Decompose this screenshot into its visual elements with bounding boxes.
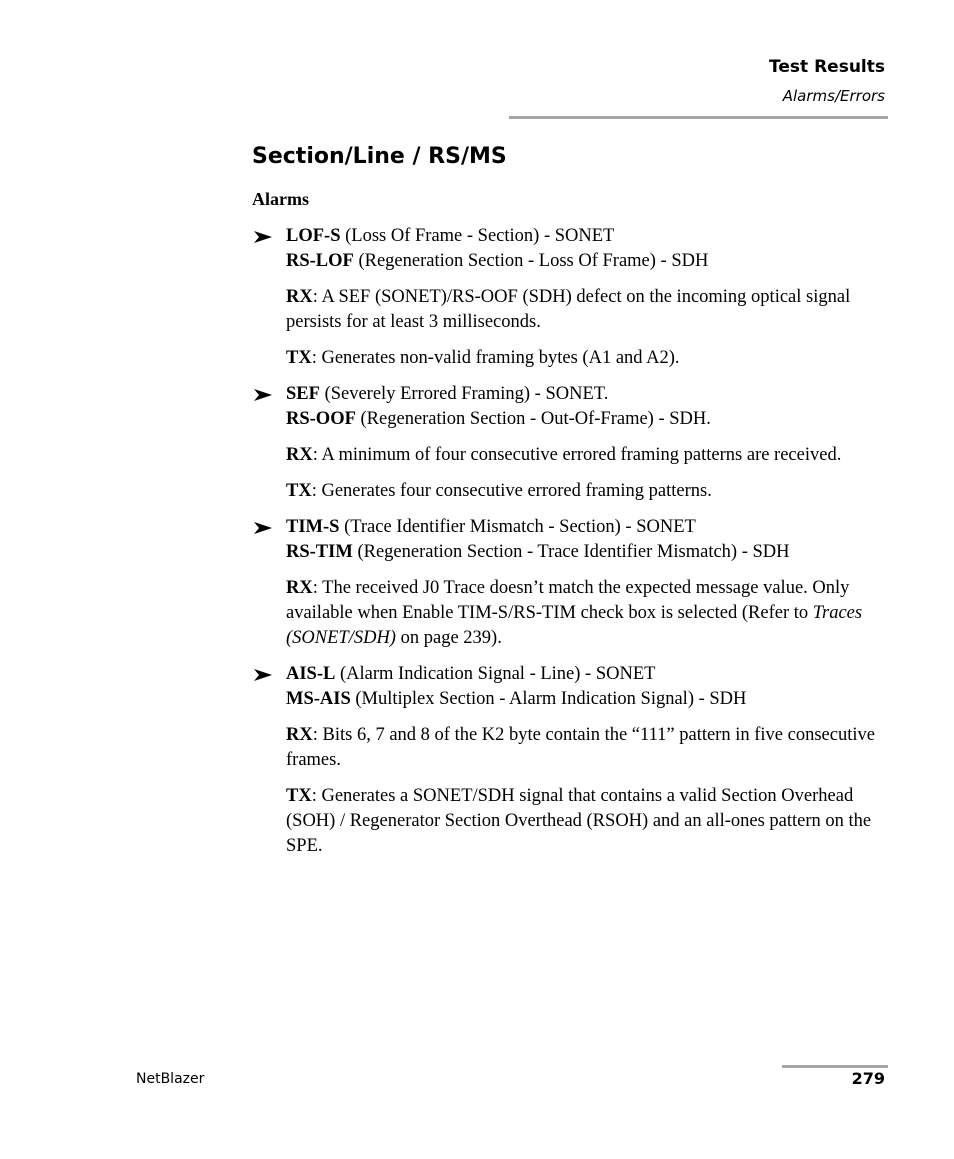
term-description: (Multiplex Section - Alarm Indication Signal) - SDH: [350, 689, 747, 709]
page-number: 279: [851, 1069, 885, 1088]
list-item-sef: [252, 382, 892, 504]
rx-paragraph: [286, 443, 892, 468]
term-description: (Loss Of Frame - Section) - SONET: [340, 226, 615, 246]
term: MS-AIS: [286, 689, 351, 709]
term: RS-LOF: [286, 251, 354, 271]
arrow-bullet-icon: [252, 517, 274, 539]
term-description: (Regeneration Section - Out-Of-Frame) - SDH.: [355, 409, 711, 429]
tx-text: : Generates non-valid framing bytes (A1 and A2).: [311, 348, 680, 368]
list-item-lof-s: [252, 224, 892, 371]
term-description: (Regeneration Section - Loss Of Frame) - SDH: [353, 251, 709, 271]
list-item-ais-l: [252, 662, 892, 859]
rx-text: : Bits 6, 7 and 8 of the K2 byte contain the “111” pattern in five consecutive frames.: [286, 725, 875, 770]
alarms-subheading: Alarms: [252, 189, 309, 209]
footer-product-name: NetBlazer: [136, 1071, 205, 1087]
rx-text-tail: on page 239).: [395, 628, 502, 648]
tx-paragraph: [286, 784, 892, 859]
tx-label: TX: [286, 348, 312, 368]
term-description: (Trace Identifier Mismatch - Section) - SONET: [339, 517, 696, 537]
rx-label: RX: [286, 287, 313, 307]
item-heading-line-2: [286, 540, 892, 565]
rx-paragraph: [286, 576, 892, 651]
tx-text: : Generates a SONET/SDH signal that contains a valid Section Overhead (SOH) / Regenerator Section Overthead (RSOH) and an all-ones pattern on the SPE.: [286, 786, 872, 856]
running-header-subtitle: Alarms/Errors: [782, 87, 885, 105]
rx-text: : A SEF (SONET)/RS-OOF (SDH) defect on the incoming optical signal persists for at least 3 milliseconds.: [286, 287, 851, 332]
arrow-bullet-icon: [252, 226, 274, 248]
running-header-title: Test Results: [769, 57, 885, 77]
cross-reference-link[interactable]: Traces (SONET/SDH): [286, 603, 863, 648]
rx-paragraph: [286, 723, 892, 773]
rx-label: RX: [286, 445, 313, 465]
item-heading-line-1: [286, 515, 892, 540]
rx-text: : The received J0 Trace doesn’t match the expected message value. Only available when Enable TIM-S/RS-TIM check box is selected (Refer to: [286, 578, 850, 623]
term-description: (Alarm Indication Signal - Line) - SONET: [335, 664, 656, 684]
term: LOF-S: [286, 226, 341, 246]
term-description: (Regeneration Section - Trace Identifier Mismatch) - SDH: [352, 542, 790, 562]
term: RS-TIM: [286, 542, 353, 562]
item-heading-line-2: [286, 407, 892, 432]
alarm-list: [252, 224, 892, 870]
rx-paragraph: [286, 285, 892, 335]
footer-divider: [782, 1065, 888, 1068]
arrow-bullet-icon: [252, 384, 274, 406]
tx-text: : Generates four consecutive errored framing patterns.: [311, 481, 712, 501]
term: SEF: [286, 384, 320, 404]
item-heading-line-1: [286, 382, 892, 407]
tx-label: TX: [286, 786, 312, 806]
tx-paragraph: [286, 479, 892, 504]
arrow-bullet-icon: [252, 664, 274, 686]
rx-label: RX: [286, 578, 313, 598]
item-heading-line-2: [286, 687, 892, 712]
item-heading-line-1: [286, 662, 892, 687]
header-divider: [509, 116, 888, 119]
term: RS-OOF: [286, 409, 356, 429]
item-heading-line-1: [286, 224, 892, 249]
section-title: Section/Line / RS/MS: [252, 144, 507, 169]
term-description: (Severely Errored Framing) - SONET.: [319, 384, 609, 404]
item-heading-line-2: [286, 249, 892, 274]
list-item-tim-s: [252, 515, 892, 651]
tx-label: TX: [286, 481, 312, 501]
rx-label: RX: [286, 725, 313, 745]
term: TIM-S: [286, 517, 340, 537]
tx-paragraph: [286, 346, 892, 371]
term: AIS-L: [286, 664, 336, 684]
rx-text: : A minimum of four consecutive errored framing patterns are received.: [312, 445, 842, 465]
